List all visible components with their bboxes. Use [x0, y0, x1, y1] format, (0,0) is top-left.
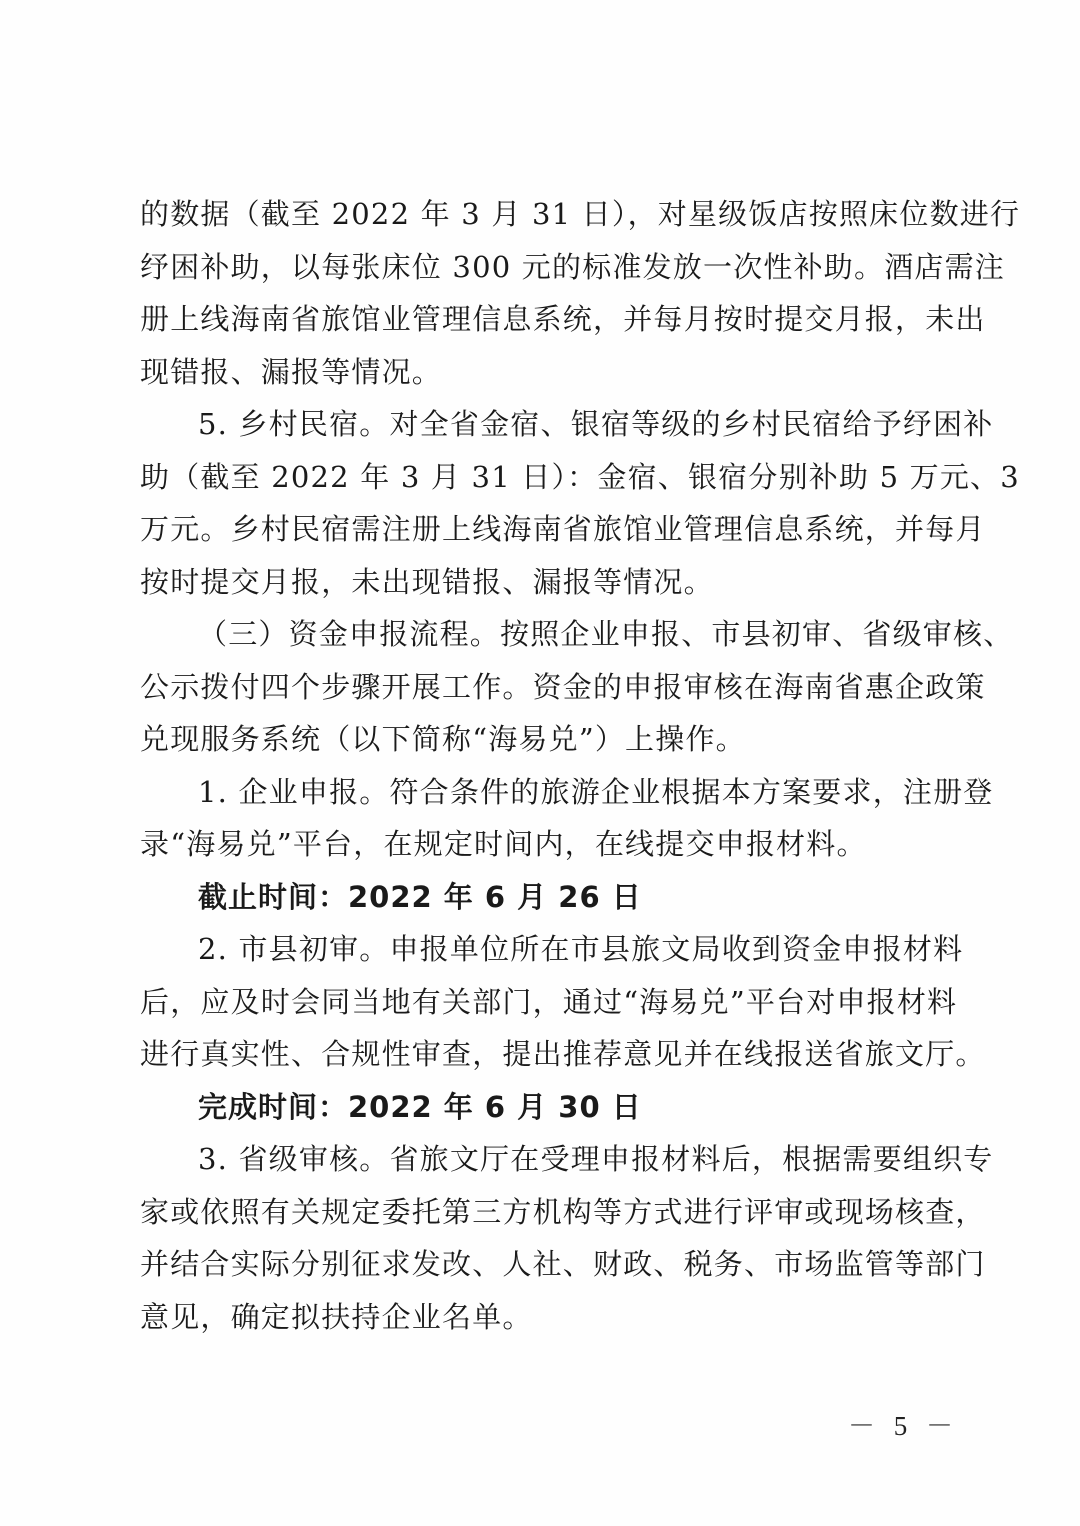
text-line: 家或依照有关规定委托第三方机构等方式进行评审或现场核查， [140, 1194, 986, 1229]
text-line: 2. 市县初审。申报单位所在市县旅文局收到资金申报材料 [198, 932, 964, 966]
page-number: － 5 － [848, 1411, 959, 1441]
text-line: 并结合实际分别征求发改、人社、财政、税务、市场监管等部门 [140, 1247, 986, 1281]
text-line: 录“海易兑”平台，在规定时间内，在线提交申报材料。 [140, 827, 867, 861]
text-line: 万元。乡村民宿需注册上线海南省旅馆业管理信息系统，并每月 [140, 512, 986, 546]
text-line: 意见，确定拟扶持企业名单。 [140, 1299, 533, 1334]
text-line: 按时提交月报，未出现错报、漏报等情况。 [140, 564, 714, 599]
paragraph-fund-process [140, 608, 1014, 766]
text-line: 兑现服务系统（以下简称“海易兑”）上操作。 [140, 722, 746, 756]
text-line: 3. 省级审核。省旅文厅在受理申报材料后，根据需要组织专 [198, 1142, 994, 1176]
text-line: 公示拨付四个步骤开展工作。资金的申报审核在海南省惠企政策 [140, 669, 986, 704]
text-line: 册上线海南省旅馆业管理信息系统，并每月按时提交月报，未出 [140, 302, 986, 336]
text-line: （三）资金申报流程。按照企业申报、市县初审、省级审核、 [198, 617, 1014, 651]
text-line: 后，应及时会同当地有关部门，通过“海易兑”平台对申报材料 [140, 984, 958, 1019]
text-line: 现错报、漏报等情况。 [140, 354, 443, 389]
text-line: 的数据（截至 2022 年 3 月 31 日），对星级饭店按照床位数进行 [140, 197, 1021, 231]
text-line: 1. 企业申报。符合条件的旅游企业根据本方案要求，注册登 [198, 774, 994, 809]
text-line: 进行真实性、合规性审查，提出推荐意见并在线报送省旅文厅。 [140, 1037, 986, 1071]
paragraph-rural-homestay [140, 398, 1020, 608]
completion-text: 完成时间：2022 年 6 月 30 日 [198, 1089, 642, 1124]
paragraph-hotel-continued [140, 188, 1021, 398]
paragraph-provincial-review [140, 1133, 994, 1343]
document-body [140, 188, 1021, 1343]
deadline-notice [140, 871, 946, 924]
text-line: 5. 乡村民宿。对全省金宿、银宿等级的乡村民宿给予纾困补 [198, 407, 994, 441]
completion-notice [140, 1081, 946, 1134]
paragraph-county-review [140, 923, 986, 1081]
text-line: 纾困补助，以每张床位 300 元的标准发放一次性补助。酒店需注 [140, 249, 1005, 284]
text-line: 助（截至 2022 年 3 月 31 日）：金宿、银宿分别补助 5 万元、3 [140, 459, 1020, 494]
paragraph-enterprise-application [140, 766, 994, 871]
deadline-text: 截止时间：2022 年 6 月 26 日 [198, 879, 642, 914]
